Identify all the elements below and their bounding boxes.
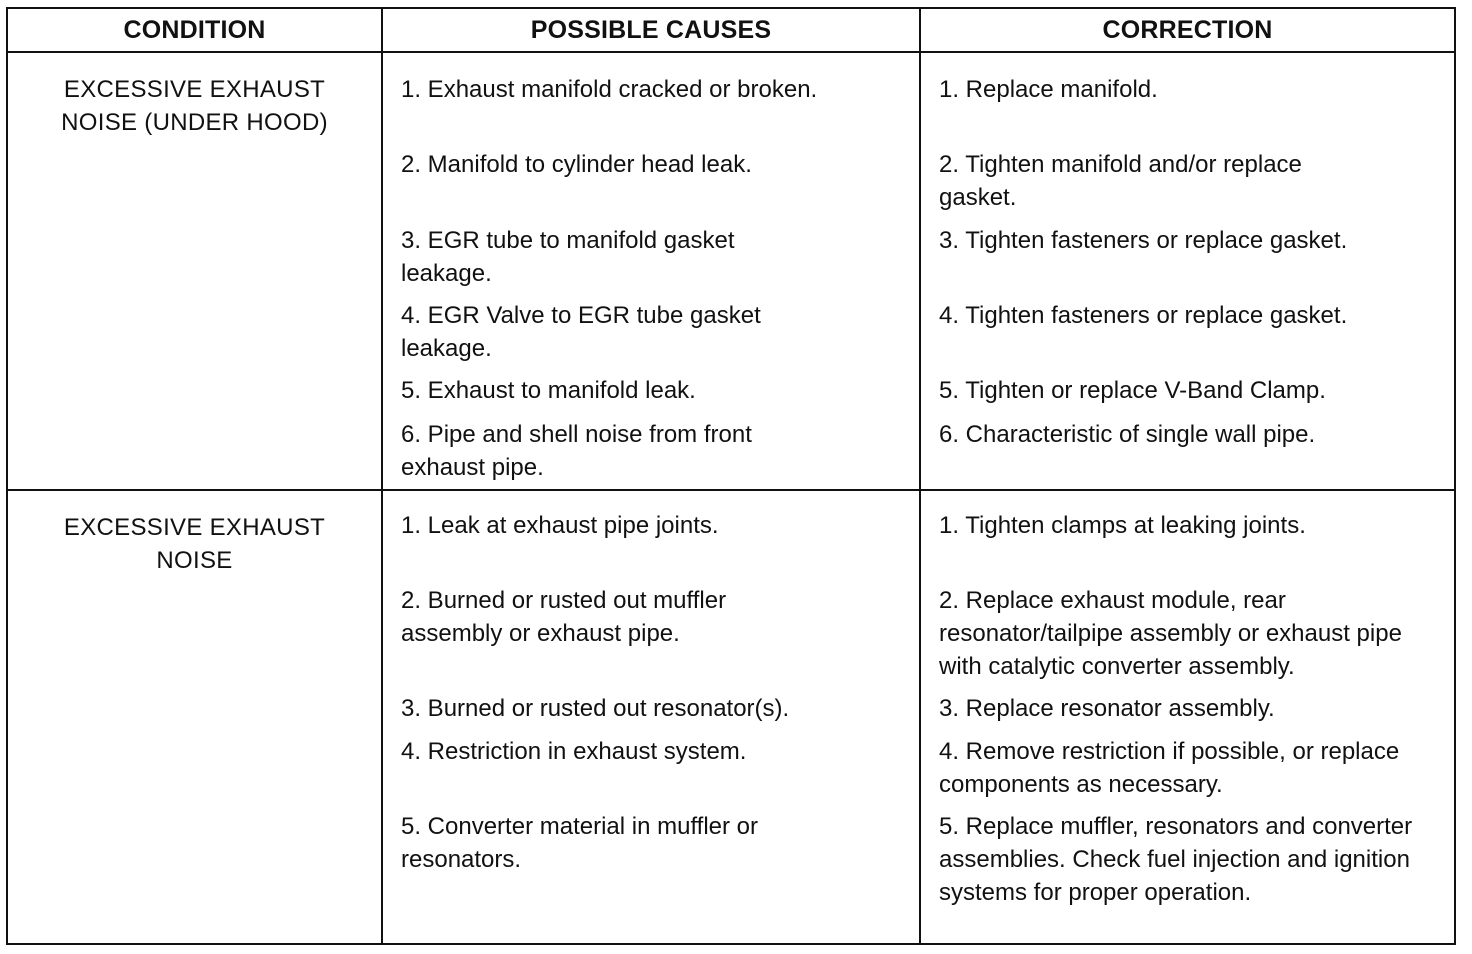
cause-item: 1. Exhaust manifold cracked or broken. (401, 76, 818, 103)
condition-line: EXCESSIVE EXHAUST (63, 76, 326, 103)
cause-item: 3. Burned or rusted out resonator(s). (401, 695, 790, 722)
condition-line: NOISE (UNDER HOOD) (61, 109, 328, 136)
correction-item: 6. Characteristic of single wall pipe. (939, 421, 1316, 448)
cause-item: 4. Restriction in exhaust system. (401, 738, 747, 765)
cause-item: 1. Leak at exhaust pipe joints. (401, 512, 719, 539)
correction-item: 2. Tighten manifold and/or replace gasket. (939, 151, 1302, 211)
corrections-cell (920, 490, 1454, 943)
causes-cell (382, 490, 920, 943)
header-row (8, 9, 1454, 52)
condition-text (8, 491, 381, 577)
cause-item: 5. Converter material in muffler or resonators. (401, 813, 759, 873)
header-correction: CORRECTION (920, 9, 1454, 52)
condition-line: NOISE (156, 547, 233, 574)
cause-item: 5. Exhaust to manifold leak. (401, 377, 696, 404)
correction-item: 4. Remove restriction if possible, or replace components as necessary. (939, 738, 1400, 798)
header-condition: CONDITION (8, 9, 382, 52)
cause-item: 3. EGR tube to manifold gasket leakage. (401, 227, 735, 287)
condition-cell (8, 490, 382, 943)
diagnosis-table (8, 9, 1454, 943)
correction-item: 5. Tighten or replace V-Band Clamp. (939, 377, 1326, 404)
correction-item: 1. Tighten clamps at leaking joints. (939, 512, 1306, 539)
correction-item: 5. Replace muffler, resonators and converter assemblies. Check fuel injection and ignition systems for proper operation. (939, 813, 1413, 906)
cause-item: 2. Burned or rusted out muffler assembly or exhaust pipe. (401, 587, 727, 647)
correction-item: 3. Replace resonator assembly. (939, 695, 1275, 722)
cause-item: 2. Manifold to cylinder head leak. (401, 151, 752, 178)
causes-cell (382, 52, 920, 490)
table-row (8, 52, 1454, 490)
condition-text (8, 53, 381, 139)
correction-item: 3. Tighten fasteners or replace gasket. (939, 227, 1348, 254)
cause-item: 6. Pipe and shell noise from front exhaust pipe. (401, 421, 752, 481)
cause-item: 4. EGR Valve to EGR tube gasket leakage. (401, 302, 761, 362)
condition-cell (8, 52, 382, 490)
table-row (8, 490, 1454, 943)
header-possible-causes: POSSIBLE CAUSES (382, 9, 920, 52)
correction-item: 1. Replace manifold. (939, 76, 1158, 103)
troubleshooting-table (6, 7, 1456, 945)
corrections-cell (920, 52, 1454, 490)
correction-item: 4. Tighten fasteners or replace gasket. (939, 302, 1348, 329)
condition-line: EXCESSIVE EXHAUST (63, 514, 326, 541)
correction-item: 2. Replace exhaust module, rear resonator/tailpipe assembly or exhaust pipe with catalytic converter assembly. (939, 587, 1402, 680)
